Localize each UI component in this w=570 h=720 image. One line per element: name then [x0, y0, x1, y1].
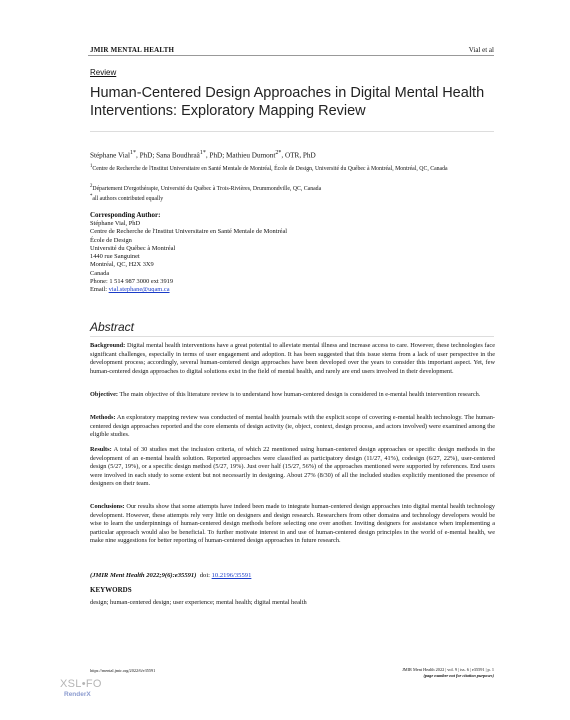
- author-name: Sana Boudhraâ: [156, 151, 200, 160]
- conclusions-label: Conclusions:: [90, 503, 125, 510]
- corresponding-author-block: [90, 220, 287, 295]
- footer-url: https://mental.jmir.org/2022/6/e35591: [90, 668, 156, 673]
- affiliation-text: Département D'ergothérapie, Université du Québec à Trois-Rivières, Drummondville, QC, Canada: [92, 185, 322, 192]
- affiliation-note: [90, 193, 490, 203]
- corr-line: Stéphane Vial, PhD: [90, 220, 141, 227]
- corr-line: Phone: 1 514 987 3000 ext 3919: [90, 278, 174, 286]
- corr-line: Centre de Recherche de l'Institut Universitaire en Santé Mentale de Montréal: [90, 228, 288, 236]
- abstract-heading: Abstract: [90, 320, 135, 334]
- footer-note: (page number not for citation purposes): [423, 672, 494, 678]
- logo-main-text: XSL•FO: [60, 678, 102, 690]
- citation-line: [90, 572, 251, 579]
- abstract-background: [90, 342, 495, 376]
- corresponding-author-heading: Corresponding Author:: [90, 211, 161, 219]
- footer-volume-block: [402, 667, 494, 678]
- title-divider: [90, 131, 494, 132]
- author-superscript: 1*: [199, 150, 206, 156]
- results-text: A total of 30 studies met the inclusion criteria, of which 22 mentioned using human-centered design approaches or specific design methods in the development of an e-mental health solution. Reported approaches were classified as participatory design (11/27, 41%), codesign (6/27, 22%), user-centered design (5/27, 19%), or a specific design method (5/27, 19%). Just over half (15/27, 56%) of the approaches mentioned were supported by references. End users were involved in each study to some extent but not necessarily in designing. About 27% (8/30) of all the included studies explicitly mentioned the presence of designers on their team.: [90, 446, 495, 487]
- methods-text: An exploratory mapping review was conducted of mental health journals with the explicit scope of covering e-mental health technology. The human-centered design approaches reported and the core elements of design activity (ie, object, context, design process, and actors involved) were examined among the eligible studies.: [90, 414, 495, 438]
- logo-sub-text: RenderX: [64, 691, 91, 698]
- running-authors: Vial et al: [468, 46, 494, 54]
- article-title: Human-Centered Design Approaches in Digital Mental Health Interventions: Exploratory Mapping Review: [90, 85, 485, 119]
- methods-label: Methods:: [90, 414, 116, 421]
- author-degree: , PhD;: [135, 151, 157, 160]
- corr-line: Canada: [90, 269, 110, 277]
- corr-email-line: [90, 286, 287, 294]
- email-link[interactable]: vial.stephane@uqam.ca: [108, 286, 170, 294]
- keywords-heading: KEYWORDS: [90, 586, 132, 594]
- author-superscript: 2*: [275, 150, 282, 156]
- objective-text: The main objective of this literature review is to understand how human-centered design is considered in e-mental health intervention research.: [119, 391, 481, 398]
- abstract-divider: [90, 336, 494, 337]
- keywords-list: design; human-centered design; user experience; mental health; digital mental health: [90, 599, 307, 606]
- doi-label: doi:: [196, 572, 212, 579]
- xslfo-logo: [60, 678, 102, 698]
- doi-link[interactable]: 10.2196/35591: [211, 572, 252, 579]
- corr-line: Montréal, QC, H2X 3X9: [90, 261, 154, 269]
- corr-line: Université du Québec à Montréal: [90, 244, 176, 252]
- author-superscript: 1*: [129, 150, 136, 156]
- background-text: Digital mental health interventions have a great potential to alleviate mental illness and increase access to care. However, these technologies face significant challenges, especially in terms of user engagement and adoption. It has been suggested that this issue stems from a lack of user perspective in the development process; accordingly, several human-centered design approaches have been developed over the years to consider this important aspect. Yet, few human-centered design approaches to digital solutions exist in the field of mental health, and rarely are end users involved in their development.: [90, 342, 495, 375]
- corr-line: 1440 rue Sanguinet: [90, 253, 140, 261]
- affiliation-text: Centre de Recherche de l'Institut Universitaire en Santé Mentale de Montréal, École de Design, Université du Québec à Montréal, Montréal, QC, Canada: [92, 165, 448, 172]
- affiliation-2: [90, 183, 490, 193]
- header-divider: [88, 55, 494, 56]
- article-section-tag: Review: [90, 68, 117, 77]
- affiliation-sup: 2: [90, 184, 93, 189]
- journal-header: JMIR MENTAL HEALTH: [90, 46, 175, 54]
- abstract-methods: [90, 414, 495, 440]
- author-name: Stéphane Vial: [90, 151, 130, 160]
- abstract-results: [90, 446, 495, 489]
- author-list: [90, 150, 316, 159]
- affiliation-text: all authors contributed equally: [92, 195, 164, 202]
- affiliation-sup: 1: [90, 164, 93, 169]
- conclusions-text: Our results show that some attempts have indeed been made to integrate human-centered design approaches into digital mental health technology development. However, these attempts rely very little on designers and design research. Researchers from other domains and technology developers would be wise to learn the underpinnings of human-centered design methods before selecting one over another. Inviting designers for assistance when implementing a particular approach would also be beneficial. To further motivate interest in and use of human-centered design principles in the world of e-mental health, we make nine suggestions for better reporting of human-centered design approaches in future research.: [90, 503, 495, 544]
- abstract-conclusions: [90, 503, 495, 546]
- abstract-objective: [90, 391, 495, 400]
- affiliation-1: [90, 163, 490, 173]
- email-label: Email:: [90, 286, 109, 294]
- author-degree: , PhD;: [205, 151, 227, 160]
- background-label: Background:: [90, 342, 126, 349]
- footer-volume: JMIR Ment Health 2022 | vol. 9 | iss. 6 | e35591 | p. 1: [402, 667, 494, 672]
- corr-line: École de Design: [90, 236, 132, 244]
- author-degree: , OTR, PhD: [281, 151, 316, 160]
- objective-label: Objective:: [90, 391, 118, 398]
- affiliation-sup: *: [90, 194, 93, 199]
- citation-text: (JMIR Ment Health 2022;9(6):e35591): [90, 572, 197, 579]
- results-label: Results:: [90, 446, 112, 453]
- author-name: Mathieu Dumont: [226, 151, 276, 160]
